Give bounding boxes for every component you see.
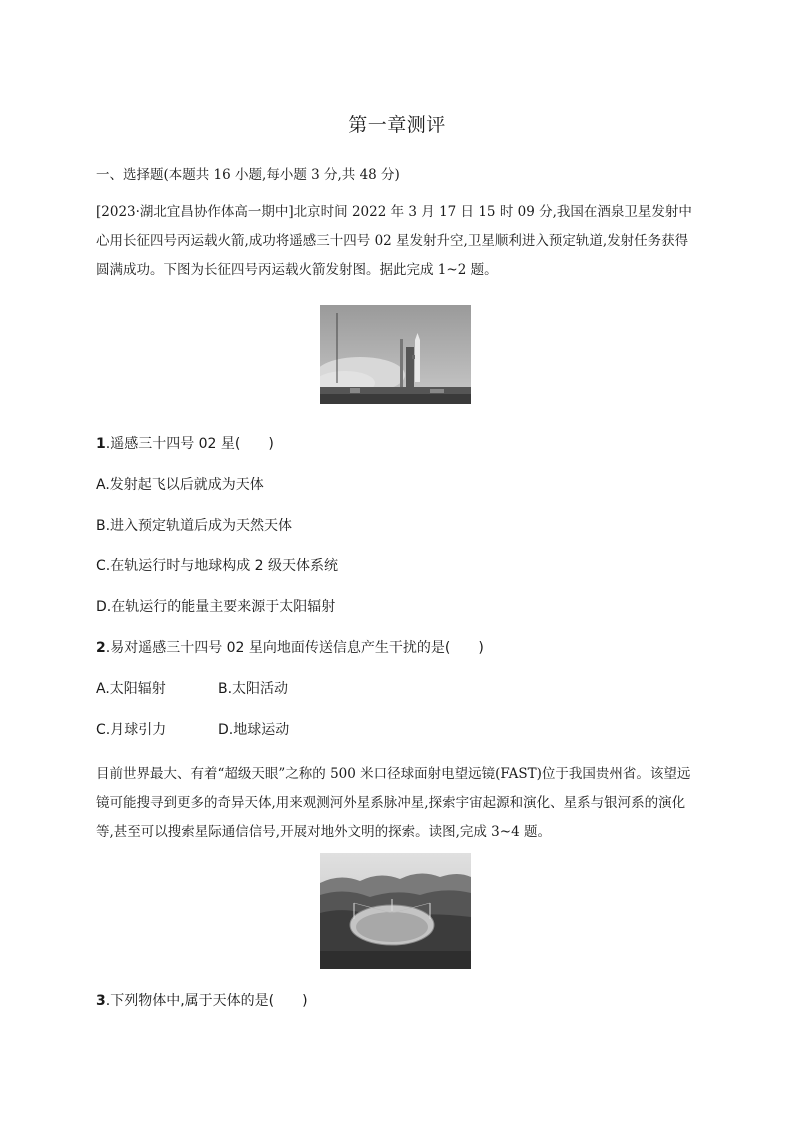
question-2-stem: .易对遥感三十四号 02 星向地面传送信息产生干扰的是( ) bbox=[105, 640, 484, 656]
passage-1: [2023·湖北宜昌协作体高一期中]北京时间 2022 年 3 月 17 日 15 时 09 分,我国在酒泉卫星发射中心用长征四号丙运载火箭,成功将遥感三十四号 02 星发射升空,卫星顺利进入预定轨道,发射任务获得圆满成功。下图为长征四号丙运载火箭发射图。据此完成 1~2 题。 bbox=[96, 204, 692, 278]
q2-option-d: D.地球运动 bbox=[218, 722, 290, 738]
question-2 bbox=[96, 637, 484, 657]
fast-telescope-photo bbox=[320, 853, 471, 969]
question-1 bbox=[96, 433, 274, 453]
question-3-stem: .下列物体中,属于天体的是( ) bbox=[105, 993, 308, 1009]
q2-option-a: A.太阳辐射 bbox=[96, 681, 166, 697]
section-heading: 一、选择题(本题共 16 小题,每小题 3 分,共 48 分) bbox=[96, 167, 400, 183]
page-title: 第一章测评 bbox=[348, 114, 446, 136]
q2-option-c: C.月球引力 bbox=[96, 722, 167, 738]
q1-option-a: A.发射起飞以后就成为天体 bbox=[96, 477, 264, 493]
question-1-stem: .遥感三十四号 02 星( ) bbox=[105, 436, 274, 452]
passage-2: 目前世界最大、有着“超级天眼”之称的 500 米口径球面射电望远镜(FAST)位于我国贵州省。该望远镜可能搜寻到更多的奇异天体,用来观测河外星系脉冲星,探索宇宙起源和演化、星系与银河系的演化等,甚至可以搜索星际通信信号,开展对地外文明的探索。读图,完成 3~4 题。 bbox=[96, 766, 691, 840]
rocket-launch-photo bbox=[320, 305, 471, 404]
q1-option-d: D.在轨运行的能量主要来源于太阳辐射 bbox=[96, 599, 336, 615]
question-2-number: 2 bbox=[96, 640, 106, 656]
question-3 bbox=[96, 990, 308, 1010]
question-3-number: 3 bbox=[96, 993, 106, 1009]
q2-option-b: B.太阳活动 bbox=[218, 681, 289, 697]
q1-option-b: B.进入预定轨道后成为天然天体 bbox=[96, 518, 293, 534]
question-1-number: 1 bbox=[96, 436, 106, 452]
q1-option-c: C.在轨运行时与地球构成 2 级天体系统 bbox=[96, 558, 339, 574]
